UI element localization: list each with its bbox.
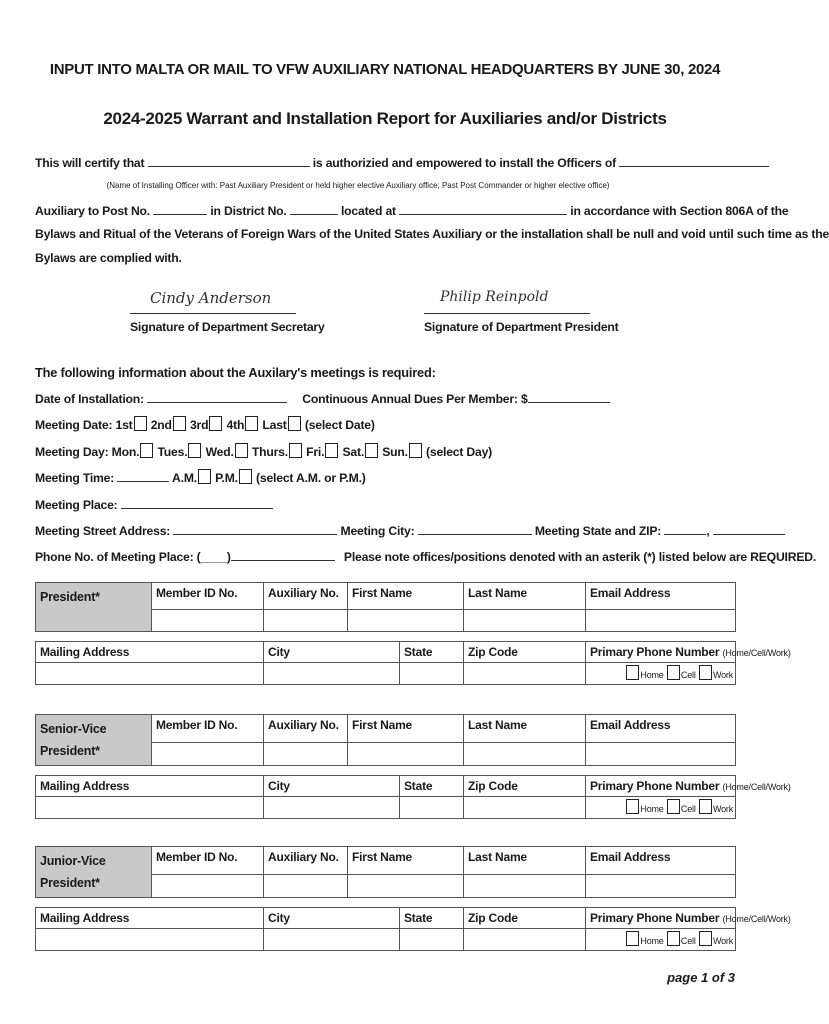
meeting-place-label: Meeting Place: [35, 498, 118, 512]
row-spacer [36, 766, 736, 776]
email-input[interactable] [586, 875, 736, 898]
meeting-time-row [35, 469, 366, 485]
day-fri-checkbox[interactable] [325, 443, 338, 458]
phone-type-hint: (Home/Cell/Work) [722, 782, 791, 792]
date-2nd-label: 2nd [150, 418, 172, 432]
home-label: Home [640, 670, 664, 680]
page-title: 2024-2025 Warrant and Installation Report for Auxiliaries and/or Districts [103, 109, 667, 128]
mailing-address-header: Mailing Address [36, 776, 264, 797]
cell-label: Cell [680, 804, 696, 814]
phone-header [586, 776, 791, 797]
work-checkbox[interactable] [699, 799, 712, 814]
home-label: Home [640, 936, 664, 946]
certify-line-3: Bylaws and Ritual of the Veterans of Foreign Wars of the United States Auxiliary or the installation shall be null and void until such time as the [35, 227, 829, 241]
state-header: State [400, 908, 464, 929]
work-label: Work [712, 804, 733, 814]
city-input[interactable] [264, 929, 400, 951]
state-input[interactable] [400, 797, 464, 819]
meeting-street-label: Meeting Street Address: [35, 524, 171, 538]
email-header: Email Address [586, 583, 736, 610]
meetings-intro-required: required: [381, 365, 436, 380]
select-day-hint: (select Day) [426, 445, 493, 459]
office-title: Junior-Vice President* [36, 847, 152, 898]
meeting-phone-label: Phone No. of Meeting Place: [35, 550, 194, 564]
phone-label: Primary Phone Number [590, 779, 720, 793]
last-name-header: Last Name [464, 583, 586, 610]
installation-date-field[interactable] [147, 391, 287, 403]
phone-label: Primary Phone Number [590, 645, 720, 659]
district-no-label: in District No. [210, 204, 287, 218]
mailing-address-input[interactable] [36, 797, 264, 819]
meeting-state-field[interactable] [664, 523, 706, 535]
meeting-address-row [35, 523, 785, 538]
cell-label: Cell [680, 670, 696, 680]
office-title: President* [36, 583, 152, 632]
president-signature-line [424, 286, 590, 314]
member-id-header: Member ID No. [152, 847, 264, 875]
state-zip-separator: , [706, 524, 710, 538]
meeting-place-field[interactable] [121, 497, 273, 509]
row-spacer [36, 632, 736, 642]
home-checkbox[interactable] [626, 665, 639, 680]
first-name-input[interactable] [348, 610, 464, 632]
meetings-intro-text: The following information about the Auxilary's meetings is [35, 365, 382, 380]
phone-type-options [586, 797, 736, 819]
member-id-header: Member ID No. [152, 583, 264, 610]
officer-table-president [35, 582, 791, 685]
cell-label: Cell [680, 936, 696, 946]
state-input[interactable] [400, 929, 464, 951]
officer-table-senior-vice [35, 714, 791, 819]
city-input[interactable] [264, 663, 400, 685]
phone-type-hint: (Home/Cell/Work) [722, 914, 791, 924]
meetings-intro [35, 365, 436, 380]
day-tues-checkbox[interactable] [188, 443, 201, 458]
meeting-place-row [35, 497, 273, 512]
phone-type-hint: (Home/Cell/Work) [722, 648, 791, 658]
date-3rd-checkbox[interactable] [209, 416, 222, 431]
meeting-day-label: Meeting Day: [35, 445, 109, 459]
auxiliary-no-header: Auxiliary No. [264, 847, 348, 875]
date-1st-label: 1st [115, 418, 133, 432]
home-checkbox[interactable] [626, 931, 639, 946]
secretary-signature-label: Signature of Department Secretary [130, 320, 325, 334]
installation-dues-row [35, 391, 610, 406]
city-header: City [264, 642, 400, 663]
email-header: Email Address [586, 715, 736, 743]
first-name-input[interactable] [348, 743, 464, 766]
phone-label: Primary Phone Number [590, 911, 720, 925]
mailing-address-header: Mailing Address [36, 908, 264, 929]
cell-checkbox[interactable] [667, 665, 680, 680]
am-label: A.M. [172, 471, 197, 485]
meeting-street-field[interactable] [173, 523, 337, 535]
installation-date-label: Date of Installation: [35, 392, 144, 406]
day-sun-checkbox[interactable] [409, 443, 422, 458]
meeting-state-zip-label: Meeting State and ZIP: [534, 524, 662, 538]
meeting-zip-field[interactable] [713, 523, 785, 535]
required-note: Please note offices/positions denoted with an asterik (*) listed below are REQUIRED. [343, 550, 817, 564]
meeting-date-label: Meeting Date: [35, 418, 113, 432]
meeting-time-field[interactable] [117, 470, 169, 482]
member-id-input[interactable] [152, 610, 264, 632]
zip-input[interactable] [464, 797, 586, 819]
email-input[interactable] [586, 610, 736, 632]
meeting-city-field[interactable] [418, 523, 532, 535]
day-thurs-label: Thurs. [251, 445, 288, 459]
zip-header: Zip Code [464, 642, 586, 663]
day-sat-checkbox[interactable] [365, 443, 378, 458]
certify-text-b: is authorizied and empowered to install the Officers of [312, 156, 616, 170]
auxiliary-no-input[interactable] [264, 743, 348, 766]
day-sun-label: Sun. [382, 445, 408, 459]
work-checkbox[interactable] [699, 931, 712, 946]
first-name-header: First Name [348, 847, 464, 875]
dues-label: Continuous Annual Dues Per Member: $ [302, 392, 528, 406]
meeting-phone-field[interactable] [231, 549, 335, 561]
pm-checkbox[interactable] [239, 469, 252, 484]
mailing-address-header: Mailing Address [36, 642, 264, 663]
last-name-input[interactable] [464, 743, 586, 766]
email-header: Email Address [586, 847, 736, 875]
phone-type-options [586, 663, 736, 685]
work-checkbox[interactable] [699, 665, 712, 680]
day-mon-label: Mon. [111, 445, 140, 459]
office-title: Senior-Vice President* [36, 715, 152, 766]
am-checkbox[interactable] [198, 469, 211, 484]
city-header: City [264, 776, 400, 797]
president-signature-label: Signature of Department President [424, 320, 619, 334]
day-wed-label: Wed. [205, 445, 234, 459]
first-name-input[interactable] [348, 875, 464, 898]
installing-officer-note: (Name of Installing Officer with: Past Auxiliary President or held higher elective Auxiliary office; Past Post Commander or higher elective office) [106, 181, 610, 190]
work-label: Work [712, 936, 733, 946]
member-id-header: Member ID No. [152, 715, 264, 743]
auxiliary-name-field[interactable] [619, 155, 769, 167]
meeting-city-label: Meeting City: [340, 524, 415, 538]
zip-input[interactable] [464, 929, 586, 951]
certify-text-a: This will certify that [35, 156, 145, 170]
home-checkbox[interactable] [626, 799, 639, 814]
zip-header: Zip Code [464, 776, 586, 797]
certify-line-4: Bylaws are complied with. [35, 251, 182, 265]
post-no-label: Auxiliary to Post No. [35, 204, 150, 218]
section-ref-text: in accordance with Section 806A of the [570, 204, 789, 218]
state-header: State [400, 642, 464, 663]
located-at-label: located at [340, 204, 396, 218]
location-field[interactable] [399, 203, 567, 215]
pm-label: P.M. [215, 471, 238, 485]
auxiliary-no-input[interactable] [264, 875, 348, 898]
date-2nd-checkbox[interactable] [173, 416, 186, 431]
last-name-header: Last Name [464, 847, 586, 875]
certify-line-1 [35, 155, 769, 170]
installing-officer-field[interactable] [148, 155, 310, 167]
day-sat-label: Sat. [342, 445, 365, 459]
officer-table-junior-vice [35, 846, 791, 951]
phone-type-options [586, 929, 736, 951]
phone-header [586, 908, 791, 929]
cell-checkbox[interactable] [667, 799, 680, 814]
submission-instruction: INPUT INTO MALTA OR MAIL TO VFW AUXILIARY NATIONAL HEADQUARTERS BY JUNE 30, 2024 [49, 61, 721, 78]
date-last-label: Last [262, 418, 287, 432]
day-mon-checkbox[interactable] [140, 443, 153, 458]
last-name-input[interactable] [464, 610, 586, 632]
first-name-header: First Name [348, 715, 464, 743]
day-fri-label: Fri. [306, 445, 325, 459]
meeting-phone-row [35, 549, 816, 564]
zip-input[interactable] [464, 663, 586, 685]
day-thurs-checkbox[interactable] [289, 443, 302, 458]
state-header: State [400, 776, 464, 797]
member-id-input[interactable] [152, 743, 264, 766]
date-3rd-label: 3rd [189, 418, 209, 432]
secretary-signature: Cindy Anderson [150, 289, 272, 307]
email-input[interactable] [586, 743, 736, 766]
date-4th-label: 4th [226, 418, 245, 432]
city-input[interactable] [264, 797, 400, 819]
president-signature: Philip Reinpold [440, 289, 549, 305]
meeting-date-row [35, 416, 375, 432]
auxiliary-no-header: Auxiliary No. [264, 715, 348, 743]
secretary-signature-line [130, 286, 296, 314]
district-no-field[interactable] [290, 203, 338, 215]
city-header: City [264, 908, 400, 929]
select-ampm-hint: (select A.M. or P.M.) [256, 471, 366, 485]
date-4th-checkbox[interactable] [245, 416, 258, 431]
meeting-day-row [35, 443, 492, 459]
mailing-address-input[interactable] [36, 929, 264, 951]
zip-header: Zip Code [464, 908, 586, 929]
last-name-input[interactable] [464, 875, 586, 898]
mailing-address-input[interactable] [36, 663, 264, 685]
meeting-time-label: Meeting Time: [35, 471, 115, 485]
certify-line-2 [35, 203, 788, 218]
dues-field[interactable] [528, 391, 610, 403]
member-id-input[interactable] [152, 875, 264, 898]
row-spacer [36, 898, 736, 908]
phone-header [586, 642, 791, 663]
day-tues-label: Tues. [157, 445, 188, 459]
first-name-header: First Name [348, 583, 464, 610]
work-label: Work [712, 670, 733, 680]
home-label: Home [640, 804, 664, 814]
date-last-checkbox[interactable] [288, 416, 301, 431]
auxiliary-no-header: Auxiliary No. [264, 583, 348, 610]
page-number: page 1 of 3 [667, 970, 735, 985]
state-input[interactable] [400, 663, 464, 685]
last-name-header: Last Name [464, 715, 586, 743]
meeting-phone-area: (____) [196, 550, 231, 564]
post-no-field[interactable] [153, 203, 207, 215]
cell-checkbox[interactable] [667, 931, 680, 946]
date-1st-checkbox[interactable] [134, 416, 147, 431]
day-wed-checkbox[interactable] [235, 443, 248, 458]
auxiliary-no-input[interactable] [264, 610, 348, 632]
select-date-hint: (select Date) [304, 418, 375, 432]
